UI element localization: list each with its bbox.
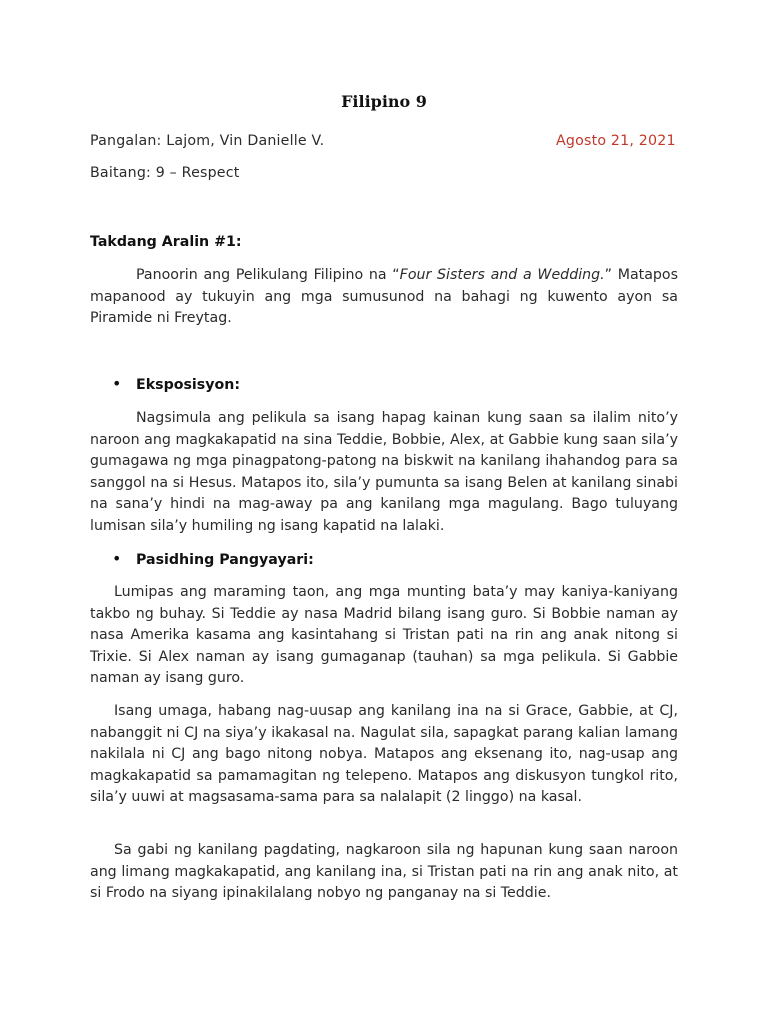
- bullet-icon: •: [112, 374, 122, 393]
- rising-action-paragraph-3: Sa gabi ng kanilang pagdating, nagkaroon sila ng hapunan kung saan naroon ang limang magkakapatid, ang kanilang ina, si Tristan pati na rin ang anak nito, at si Frodo na siyang ipinakilalang nobyo ng panganay na si Teddie.: [90, 842, 678, 901]
- instructions-text-end: ” Matapos mapanood ay tukuyin ang mga sumusunod na bahagi ng kuwento ayon sa Piramide ni Freytag.: [90, 267, 678, 326]
- assignment-heading: Takdang Aralin #1:: [90, 234, 242, 250]
- assignment-instructions: [90, 265, 678, 330]
- rising-action-paragraph-2: Isang umaga, habang nag-uusap ang kanilang ina na si Grace, Gabbie, at CJ, nabanggit ni CJ na siya’y ikakasal na. Nagulat sila, sapagkat parang kalian lamang nakilala ni CJ ang bago nitong nobya. Matapos ang eksenang ito, nag-usap ang magkakapatid sa pamamagitan ng telepeno. Matapos ang diskusyon tungkol rito, sila’y uuwi at magsasama-sama para sa nalalapit (2 linggo) na kasal.: [90, 703, 678, 805]
- exposition-paragraph: Nagsimula ang pelikula sa isang hapag kainan kung saan sa ilalim nito’y naroon ang magkakapatid na sina Teddie, Bobbie, Alex, at Gabbie kung saan sila’y gumagawa ng mga pinagpatong-patong na biskwit na kanilang ihahandog para sa sanggol na si Hesus. Matapos ito, sila’y pumunta sa isang Belen at kanilang sinabi na sana’y hindi na mag-away pa ang kanilang mga magulang. Bago tuluyang lumisan sila’y humiling ng isang kapatid na lalaki.: [90, 410, 678, 534]
- section-heading-rising-action: Pasidhing Pangyayari:: [136, 552, 314, 568]
- film-title: Four Sisters and a Wedding.: [399, 267, 605, 283]
- grade-section: Baitang: 9 – Respect: [90, 165, 240, 181]
- bullet-icon: •: [112, 549, 122, 568]
- student-name: Pangalan: Lajom, Vin Danielle V.: [90, 133, 325, 149]
- rising-action-paragraph-1: Lumipas ang maraming taon, ang mga munting bata’y may kaniya-kaniyang takbo ng buhay. Si Teddie ay nasa Madrid bilang isang guro. Si Bobbie naman ay nasa Amerika kasama ang kasintahang si Tristan pati na rin ang anak nitong si Trixie. Si Alex naman ay isang gumaganap (tauhan) sa mga pelikula. Si Gabbie naman ay isang guro.: [90, 584, 678, 686]
- section-heading-exposition: Eksposisyon:: [136, 377, 240, 393]
- document-date: Agosto 21, 2021: [556, 133, 676, 149]
- instructions-text-start: Panoorin ang Pelikulang Filipino na “: [136, 267, 400, 283]
- document-title: Filipino 9: [341, 92, 427, 111]
